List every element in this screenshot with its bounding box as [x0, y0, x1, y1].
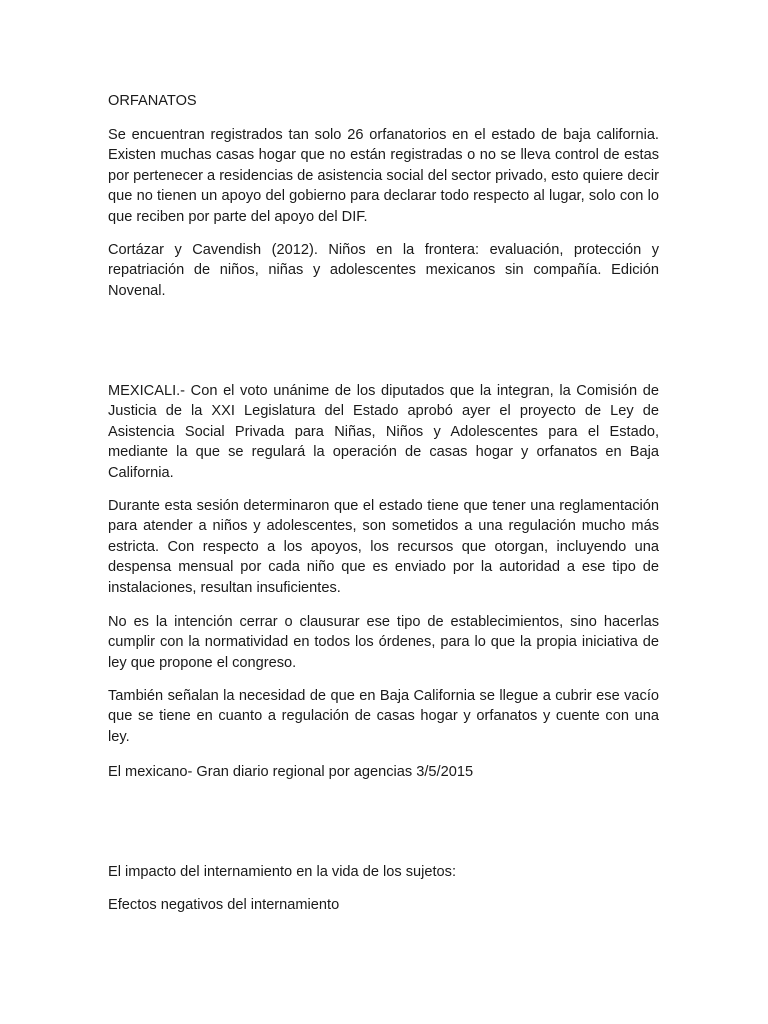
paragraph-intencion-normatividad: No es la intención cerrar o clausurar ese tipo de establecimientos, sino hacerlas cumplir con la normatividad en todos los órdenes, para lo que la propia iniciativa de ley que propone el congreso. — [108, 614, 659, 671]
citation-cortazar-cavendish: Cortázar y Cavendish (2012). Niños en la frontera: evaluación, protección y repatriación de niños, niñas y adolescentes mexicanos sin compañía. Edición Novenal. — [108, 242, 659, 299]
subheading-impacto-internamiento: El impacto del internamiento en la vida de los sujetos: — [108, 864, 457, 880]
subheading-efectos-negativos: Efectos negativos del internamiento — [108, 897, 340, 913]
paragraph-baja-california-ley: También señalan la necesidad de que en Baja California se llegue a cubrir ese vacío que se tiene en cuanto a regulación de casas hogar y orfanatos y cuente con una ley. — [108, 688, 659, 745]
paragraph-orfanatos-registrados: Se encuentran registrados tan solo 26 orfanatorios en el estado de baja california. Existen muchas casas hogar que no están registradas o no se lleva control de estas por pertenecer a residencias de asistencia social del sector privado, esto quiere decir que no tienen un apoyo del gobierno para declarar todo respecto al lugar, solo con lo que reciben por parte del apoyo del DIF. — [108, 127, 659, 225]
paragraph-mexicali-comision: MEXICALI.- Con el voto unánime de los diputados que la integran, la Comisión de Justicia de la XXI Legislatura del Estado aprobó ayer el proyecto de Ley de Asistencia Social Privada para Niñas, Niños y Adolescentes para el Estado, mediante la que se regulará la operación de casas hogar y orfanatos en Baja California. — [108, 383, 659, 481]
paragraph-sesion-reglamentacion: Durante esta sesión determinaron que el estado tiene que tener una reglamentación para atender a niños y adolescentes, son sometidos a una regulación mucho más estricta. Con respecto a los apoyos, los recursos que otorgan, incluyendo una despensa mensual por cada niño que es enviado por la autoridad a ese tipo de instalaciones, resultan insuficientes. — [108, 498, 659, 596]
citation-el-mexicano: El mexicano- Gran diario regional por agencias 3/5/2015 — [108, 764, 474, 780]
section-heading-orfanatos: ORFANATOS — [108, 93, 197, 109]
